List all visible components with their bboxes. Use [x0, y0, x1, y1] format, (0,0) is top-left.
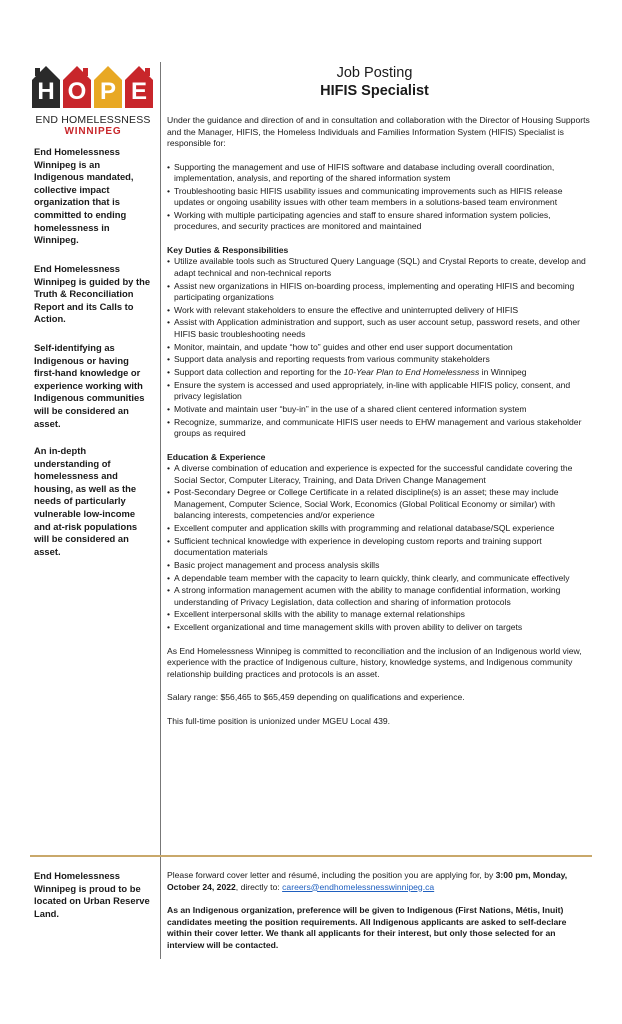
plan-title: 10-Year Plan to End Homelessness: [343, 367, 480, 377]
apply-instructions: [167, 870, 591, 893]
indigenous-preference: As an Indigenous organization, preference will be given to Indigenous (First Nations, Métis, Inuit) candidates meeting the position requirements. All Indigenous applicants are asked to self-declare within their cover letter. We thank all applicants for their interest, but only those selected for an interview will be contacted.: [167, 905, 567, 950]
main-content: [167, 115, 591, 727]
apply-mid: , directly to:: [235, 881, 283, 892]
list-item: • Sufficient technical knowledge with experience in developing custom reports and training support documentation materials: [167, 536, 591, 559]
vertical-divider: [160, 62, 161, 959]
list-item: • Excellent organizational and time management skills with proven ability to deliver on targets: [167, 622, 591, 634]
sidebar-truth-reconciliation: End Homelessness Winnipeg is guided by the Truth & Reconciliation Report and its Calls to Action.: [34, 263, 151, 325]
logo-house-p: [94, 66, 122, 108]
list-item: • Troubleshooting basic HIFIS usability issues and communicating improvements such as HIFIS release updates or ongoing usability issues with other team members in a solutions-based team environment: [167, 186, 591, 209]
logo-end-homelessness: END HOMELESSNESS: [35, 114, 151, 126]
list-item: • Assist new organizations in HIFIS on-boarding process, implementing and operating HIFIS and becoming participating organizations: [167, 281, 591, 304]
careers-email-link[interactable]: careers@endhomelessnesswinnipeg.ca: [282, 881, 435, 892]
logo-letter: O: [67, 78, 87, 105]
logo-houses: [32, 62, 154, 108]
list-item: • A dependable team member with the capacity to learn quickly, think clearly, and communicate effectively: [167, 573, 591, 585]
logo-letter: H: [37, 78, 55, 105]
sidebar-urban-reserve: End Homelessness Winnipeg is proud to be located on Urban Reserve Land.: [34, 870, 150, 919]
list-item: • Basic project management and process analysis skills: [167, 560, 591, 572]
posting-header: [161, 64, 588, 100]
logo-letter: P: [99, 78, 116, 105]
page-title: Job Posting: [336, 65, 413, 81]
logo-house-e: [125, 66, 153, 108]
logo-letter: E: [130, 78, 147, 105]
list-item: • Motivate and maintain user “buy-in” in the use of a shared client centered information system: [167, 404, 591, 416]
list-item: • Supporting the management and use of HIFIS software and database including overall coordination, implementation, analysis, and reporting of the shared information system: [167, 162, 591, 185]
list-item: • Post-Secondary Degree or College Certificate in a related discipline(s) is an asset; these may include Management, Computer Science, Social Work, Economics (Global Political Economy or similar) with balancing interests, competencies and/or experience: [167, 487, 591, 522]
sidebar-understanding: An in-depth understanding of homelessness and housing, as well as the needs of particularly vulnerable low-income and at-risk populations will be considered an asset.: [34, 445, 138, 557]
education-heading: Education & Experience: [167, 451, 266, 462]
list-item: • Excellent computer and application skills with programming and relational database/SQL experience: [167, 523, 591, 535]
plan-suffix: in Winnipeg: [479, 367, 527, 377]
logo-winnipeg: WINNIPEG: [64, 126, 122, 137]
union-statement: This full-time position is unionized under MGEU Local 439.: [167, 715, 391, 726]
list-item: • Assist with Application administration and support, such as user account setup, password resets, and other HIFIS basic troubleshooting needs: [167, 317, 591, 340]
list-item: • Excellent interpersonal skills with the ability to manage external relationships: [167, 609, 591, 621]
position-title: HIFIS Specialist: [320, 83, 429, 99]
list-item: • A diverse combination of education and experience is expected for the successful candidate covering the Social Sector, Computer Literacy, Training, and Data Driven Change Management: [167, 463, 591, 486]
logo-house-o: [63, 66, 91, 108]
intro-paragraph: Under the guidance and direction of and in consultation and collaboration with the Director of Housing Supports and the Manager, HIFIS, the Homeless Individuals and Families Information System (HIFIS) Specialist is responsible for:: [167, 115, 590, 148]
apply-prefix: Please forward cover letter and résumé, including the position you are applying for, by: [167, 870, 496, 880]
sidebar-self-identify: Self-identifying as Indigenous or having first-hand knowledge or experience working with Indigenous communities will be considered an asset.: [34, 342, 145, 429]
reconciliation-paragraph: As End Homelessness Winnipeg is committed to reconciliation and the inclusion of an Indigenous world view, experience with the practice of Indigenous culture, history, knowledge systems, and Indigenous community relationship building practices and protocols is an asset.: [167, 645, 582, 679]
list-item: • A strong information management acumen with the ability to manage confidential information, working understanding of Privacy Legislation, data collection and sharing of information protocols: [167, 585, 591, 608]
application-section: [167, 870, 591, 951]
sidebar-mandate: End Homelessness Winnipeg is an Indigenous mandated, collective impact organization that is committed to ending homelessness in Winnipeg.: [34, 146, 134, 246]
responsibilities-list: [167, 162, 591, 233]
list-item: • Ensure the system is accessed and used appropriately, in-line with applicable HIFIS policy, consent, and privacy legislation: [167, 380, 591, 403]
logo-house-h: [32, 66, 60, 108]
list-item: • Recognize, summarize, and communicate HIFIS user needs to EHW management and various stakeholder groups as required: [167, 417, 591, 440]
list-item: [167, 367, 591, 379]
list-item: • Monitor, maintain, and update “how to” guides and other end user support documentation: [167, 342, 591, 354]
salary-range: Salary range: $56,465 to $65,459 depending on qualifications and experience.: [167, 692, 465, 703]
duties-list: [167, 256, 591, 439]
hope-logo: [32, 62, 154, 137]
list-item: • Support data analysis and reporting requests from various community stakeholders: [167, 354, 591, 366]
list-item: • Work with relevant stakeholders to ensure the effective and uninterrupted delivery of HIFIS: [167, 305, 591, 317]
education-list: [167, 463, 591, 634]
horizontal-divider: [30, 855, 592, 857]
duties-heading: Key Duties & Responsibilities: [167, 244, 289, 255]
list-item: • Utilize available tools such as Structured Query Language (SQL) and Crystal Reports to create, develop and adapt technical and non-technical reports: [167, 256, 591, 279]
plan-prefix: Support data collection and reporting for the: [174, 367, 344, 377]
list-item: • Working with multiple participating agencies and staff to ensure shared information system policies, procedures, and security practices are monitored and maintained: [167, 210, 591, 233]
apply-deadline: 3:00 pm, Monday, October 24, 2022: [167, 870, 568, 892]
